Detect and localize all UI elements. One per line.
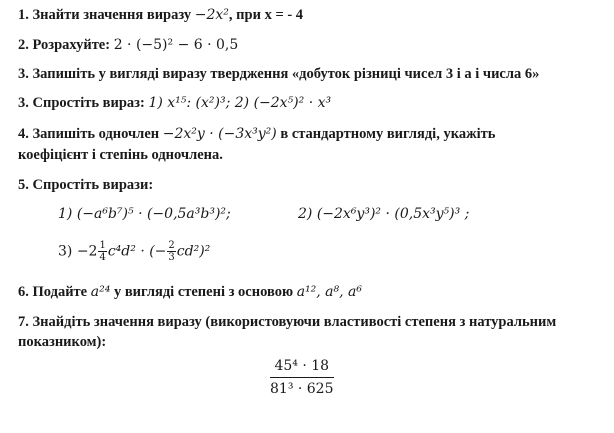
task-6-bases: a¹², a⁸, a⁶ — [296, 284, 362, 300]
task-4-line-2 — [18, 146, 223, 164]
task-5-expression-2 — [298, 206, 469, 222]
task-1-prefix: 1. Знайти значення виразу — [18, 7, 195, 23]
task-1-expression: −2x² — [194, 7, 229, 23]
task-4-line-1 — [18, 125, 495, 143]
task-3a-text: 3. Запишіть у вигляді виразу твердження «добуток різниці чисел 3 і a і числа 6» — [18, 66, 540, 82]
task-6-middle: у вигляді степені з основою — [110, 284, 297, 300]
task-7-denominator: 81³ · 625 — [270, 381, 334, 397]
task-3a — [18, 65, 539, 83]
task-1 — [18, 6, 303, 24]
task-4-suffix: в стандартному вигляді, укажіть — [276, 126, 496, 142]
task-5-expression-3-mid: c⁴d² · (− — [107, 243, 167, 260]
task-6 — [18, 283, 362, 301]
task-6-expression: a²⁴ — [90, 284, 111, 300]
task-6-prefix: 6. Подайте — [18, 284, 91, 300]
task-7-line-2-text: показником): — [18, 334, 107, 350]
task-7-line-2 — [18, 333, 106, 351]
mixed-fraction — [98, 240, 106, 263]
task-1-condition: , при x = - 4 — [228, 7, 304, 23]
task-3b-prefix: 3. Спростіть вираз: — [18, 95, 149, 111]
task-3b-expression: 1) x¹⁵: (x²)³; 2) (−2x⁵)² · x³ — [148, 95, 332, 111]
task-5-expression-3-pre: 3) −2 — [58, 243, 98, 260]
task-5-expression-1 — [58, 206, 231, 222]
task-7-fraction — [270, 358, 334, 397]
task-2-expression: 2 · (−5)² − 6 · 0,5 — [113, 37, 239, 53]
task-7-numerator: 45⁴ · 18 — [270, 358, 334, 378]
task-5-title — [18, 176, 153, 194]
inner-fraction-denominator: 3 — [168, 252, 175, 263]
task-7-line-1 — [18, 313, 556, 331]
task-2-prefix: 2. Розрахуйте: — [18, 37, 114, 53]
inner-fraction — [167, 240, 175, 263]
task-3b — [18, 94, 331, 112]
task-5-expression-3 — [58, 240, 210, 263]
task-5-expression-3-end: cd²)² — [176, 243, 211, 260]
mixed-fraction-numerator: 1 — [99, 240, 106, 251]
task-2 — [18, 36, 238, 54]
task-4-prefix: 4. Запишіть одночлен — [18, 126, 163, 142]
task-7-line-1-text: 7. Знайдіть значення виразу (використовуючи властивості степеня з натуральним — [18, 314, 557, 330]
task-4-expression: −2x²y · (−3x³y²) — [162, 126, 277, 142]
inner-fraction-numerator: 2 — [168, 240, 175, 251]
task-5-expression-1-text: 1) (−a⁶b⁷)⁵ · (−0,5a³b³)²; — [58, 206, 231, 222]
task-4-line-2-text: коефіцієнт і степінь одночлена. — [18, 147, 223, 163]
task-5-expression-2-text: 2) (−2x⁶y³)² · (0,5x³y⁵)³ ; — [298, 206, 470, 222]
mixed-fraction-denominator: 4 — [99, 252, 106, 263]
task-5-title-text: 5. Спростіть вирази: — [18, 177, 154, 193]
